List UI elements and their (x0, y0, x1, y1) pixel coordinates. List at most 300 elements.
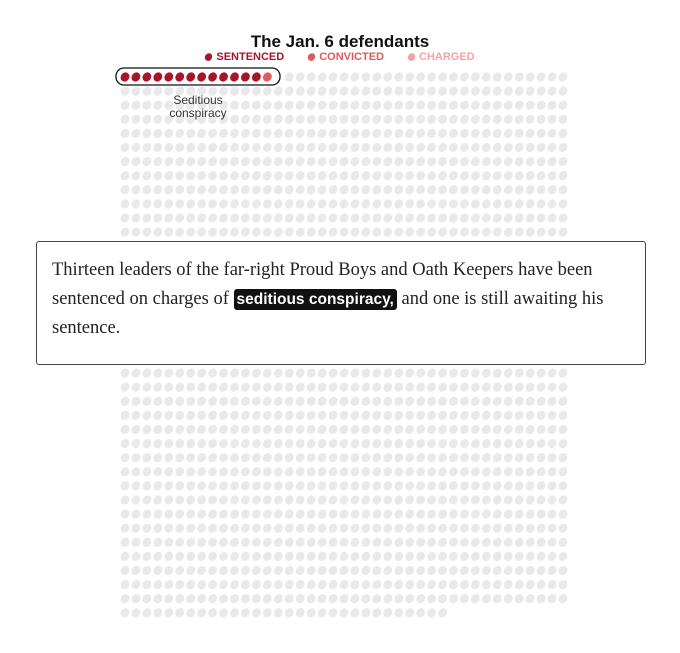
defendant-dot (371, 550, 383, 563)
defendant-dot (338, 437, 350, 450)
defendant-dot (239, 99, 251, 112)
defendant-dot (152, 423, 164, 436)
defendant-dot (272, 395, 284, 408)
defendant-dot (327, 141, 339, 154)
defendant-dot (217, 550, 229, 563)
defendant-dot (491, 395, 503, 408)
defendant-dot (480, 141, 492, 154)
defendant-dot (349, 85, 361, 98)
defendant-dot (141, 183, 153, 196)
defendant-dot (250, 409, 262, 422)
defendant-dot (130, 451, 142, 464)
defendant-dot (535, 451, 547, 464)
defendant-dot (480, 592, 492, 605)
defendant-dot (414, 592, 426, 605)
defendant-dot (206, 169, 218, 182)
defendant-dot (195, 183, 207, 196)
defendant-dot (130, 508, 142, 521)
defendant-dot (349, 381, 361, 394)
defendant-dot (425, 508, 437, 521)
defendant-dot (272, 113, 284, 126)
defendant-dot (327, 536, 339, 549)
defendant-dot (239, 141, 251, 154)
defendant-dot (261, 212, 273, 225)
defendant-dot (152, 212, 164, 225)
defendant-dot (458, 381, 470, 394)
defendant-dot (174, 564, 186, 577)
defendant-dot (272, 226, 284, 239)
defendant-dot (130, 127, 142, 140)
defendant-dot (491, 578, 503, 591)
defendant-dot (283, 381, 295, 394)
defendant-dot (447, 99, 459, 112)
defendant-dot (272, 437, 284, 450)
defendant-dot (535, 550, 547, 563)
defendant-dot (371, 592, 383, 605)
defendant-dot (524, 451, 536, 464)
defendant-dot (546, 85, 558, 98)
defendant-dot (261, 367, 273, 380)
defendant-dot (141, 226, 153, 239)
defendant-dot (195, 367, 207, 380)
defendant-dot (382, 451, 394, 464)
defendant-dot (250, 550, 262, 563)
defendant-dot (349, 494, 361, 507)
defendant-dot (557, 508, 569, 521)
defendant-dot (557, 578, 569, 591)
defendant-dot (195, 592, 207, 605)
defendant-dot (349, 395, 361, 408)
defendant-dot (458, 367, 470, 380)
defendant-dot (206, 212, 218, 225)
defendant-dot (239, 85, 251, 98)
defendant-dot (513, 578, 525, 591)
defendant-dot (458, 522, 470, 535)
defendant-dot (316, 85, 328, 98)
defendant-dot (305, 169, 317, 182)
defendant-dot (141, 606, 153, 619)
defendant-dot (152, 127, 164, 140)
defendant-dot (316, 522, 328, 535)
defendant-dot (404, 99, 416, 112)
defendant-dot (480, 423, 492, 436)
defendant-dot (206, 494, 218, 507)
defendant-dot (152, 198, 164, 211)
defendant-dot (316, 367, 328, 380)
defendant-dot (174, 465, 186, 478)
defendant-dot (239, 494, 251, 507)
defendant-dot (283, 85, 295, 98)
defendant-dot (546, 465, 558, 478)
defendant-dot (261, 183, 273, 196)
defendant-dot (228, 141, 240, 154)
defendant-dot (349, 141, 361, 154)
defendant-dot (458, 127, 470, 140)
defendant-dot (174, 494, 186, 507)
defendant-dot (217, 451, 229, 464)
defendant-dot (447, 212, 459, 225)
defendant-dot (502, 437, 514, 450)
defendant-dot (239, 423, 251, 436)
defendant-dot (163, 169, 175, 182)
defendant-dot (206, 141, 218, 154)
defendant-dot (206, 395, 218, 408)
defendant-dot (447, 522, 459, 535)
defendant-dot (513, 155, 525, 168)
narrative-box (36, 241, 646, 365)
defendant-dot (557, 71, 569, 84)
narrative-highlight: seditious conspiracy, (234, 289, 397, 310)
defendant-dot (371, 451, 383, 464)
defendant-dot (382, 550, 394, 563)
defendant-dot (469, 99, 481, 112)
defendant-dot (119, 437, 131, 450)
defendant-dot (349, 155, 361, 168)
defendant-dot (425, 127, 437, 140)
defendant-dot (261, 141, 273, 154)
defendant-dot (141, 169, 153, 182)
defendant-dot (141, 522, 153, 535)
defendant-dot (185, 592, 197, 605)
defendant-dot (316, 606, 328, 619)
defendant-dot (436, 155, 448, 168)
defendant-dot (185, 465, 197, 478)
defendant-dot (174, 437, 186, 450)
defendant-dot (294, 536, 306, 549)
defendant-dot (119, 606, 131, 619)
defendant-dot (294, 155, 306, 168)
defendant-dot (141, 141, 153, 154)
defendant-dot (425, 226, 437, 239)
defendant-dot (447, 494, 459, 507)
defendant-dot (250, 606, 262, 619)
narrative-text-after: and one is still awaiting his sentence. (52, 289, 604, 338)
defendant-dot (316, 99, 328, 112)
defendant-dot (338, 480, 350, 493)
defendant-dot (491, 127, 503, 140)
defendant-dot (469, 578, 481, 591)
defendant-dot (393, 451, 405, 464)
defendant-dot (524, 522, 536, 535)
defendant-dot (217, 381, 229, 394)
defendant-dot (502, 226, 514, 239)
defendant-dot (458, 451, 470, 464)
defendant-dot (371, 395, 383, 408)
defendant-dot (491, 198, 503, 211)
defendant-dot (382, 522, 394, 535)
defendant-dot (239, 508, 251, 521)
defendant-dot (338, 113, 350, 126)
sentenced-dot (174, 71, 186, 84)
defendant-dot (305, 226, 317, 239)
defendant-dot (250, 480, 262, 493)
defendant-dot (393, 367, 405, 380)
defendant-dot (382, 437, 394, 450)
defendant-dot (393, 169, 405, 182)
defendant-dot (327, 480, 339, 493)
defendant-dot (316, 71, 328, 84)
defendant-dot (513, 522, 525, 535)
defendant-dot (557, 367, 569, 380)
defendant-dot (502, 536, 514, 549)
defendant-dot (436, 465, 448, 478)
defendant-dot (338, 198, 350, 211)
defendant-dot (404, 155, 416, 168)
defendant-dot (360, 169, 372, 182)
defendant-dot (206, 367, 218, 380)
defendant-dot (228, 169, 240, 182)
defendant-dot (414, 522, 426, 535)
defendant-dot (524, 155, 536, 168)
defendant-dot (524, 480, 536, 493)
defendant-dot (338, 564, 350, 577)
defendant-dot (535, 578, 547, 591)
defendant-dot (469, 85, 481, 98)
defendant-dot (535, 141, 547, 154)
defendant-dot (382, 381, 394, 394)
defendant-dot (524, 395, 536, 408)
defendant-dot (163, 437, 175, 450)
defendant-dot (141, 127, 153, 140)
defendant-dot (502, 169, 514, 182)
defendant-dot (163, 451, 175, 464)
defendant-dot (228, 592, 240, 605)
defendant-dot (371, 494, 383, 507)
defendant-dot (250, 451, 262, 464)
defendant-dot (382, 564, 394, 577)
defendant-dot (228, 423, 240, 436)
defendant-dot (283, 536, 295, 549)
defendant-dot (404, 494, 416, 507)
defendant-dot (195, 212, 207, 225)
defendant-dot (327, 592, 339, 605)
defendant-dot (152, 465, 164, 478)
defendant-dot (119, 494, 131, 507)
defendant-dot (119, 381, 131, 394)
defendant-dot (239, 564, 251, 577)
defendant-dot (327, 578, 339, 591)
defendant-dot (469, 564, 481, 577)
defendant-dot (272, 367, 284, 380)
defendant-dot (174, 578, 186, 591)
defendant-dot (436, 226, 448, 239)
defendant-dot (469, 536, 481, 549)
defendant-dot (447, 71, 459, 84)
defendant-dot (141, 550, 153, 563)
defendant-dot (360, 85, 372, 98)
defendant-dot (195, 480, 207, 493)
defendant-dot (349, 465, 361, 478)
defendant-dot (425, 522, 437, 535)
defendant-dot (447, 564, 459, 577)
defendant-dot (316, 169, 328, 182)
defendant-dot (469, 451, 481, 464)
defendant-dot (327, 183, 339, 196)
defendant-dot (491, 141, 503, 154)
defendant-dot (546, 451, 558, 464)
defendant-dot (371, 564, 383, 577)
defendant-dot (206, 550, 218, 563)
defendant-dot (294, 578, 306, 591)
defendant-dot (239, 381, 251, 394)
defendant-dot (382, 494, 394, 507)
defendant-dot (261, 578, 273, 591)
defendant-dot (393, 183, 405, 196)
defendant-dot (316, 564, 328, 577)
defendant-dot (371, 113, 383, 126)
defendant-dot (393, 508, 405, 521)
defendant-dot (414, 508, 426, 521)
defendant-dot (152, 536, 164, 549)
defendant-dot (261, 465, 273, 478)
defendant-dot (349, 183, 361, 196)
defendant-dot (305, 578, 317, 591)
defendant-dot (228, 494, 240, 507)
defendant-dot (119, 169, 131, 182)
defendant-dot (414, 395, 426, 408)
defendant-dot (174, 508, 186, 521)
defendant-dot (371, 183, 383, 196)
defendant-dot (535, 423, 547, 436)
defendant-dot (283, 169, 295, 182)
defendant-dot (338, 141, 350, 154)
defendant-dot (349, 423, 361, 436)
defendant-dot (239, 592, 251, 605)
defendant-dot (524, 141, 536, 154)
defendant-dot (239, 155, 251, 168)
sentenced-dot (239, 71, 251, 84)
defendant-dot (458, 592, 470, 605)
defendant-dot (535, 564, 547, 577)
defendant-dot (425, 564, 437, 577)
defendant-dot (557, 85, 569, 98)
defendant-dot (414, 494, 426, 507)
defendant-dot (458, 71, 470, 84)
defendant-dot (316, 183, 328, 196)
defendant-dot (414, 550, 426, 563)
defendant-dot (228, 578, 240, 591)
defendant-dot (546, 141, 558, 154)
defendant-dot (513, 226, 525, 239)
defendant-dot (447, 465, 459, 478)
defendant-dot (217, 437, 229, 450)
defendant-dot (327, 522, 339, 535)
defendant-dot (316, 578, 328, 591)
defendant-dot (469, 592, 481, 605)
defendant-dot (360, 155, 372, 168)
defendant-dot (305, 367, 317, 380)
defendant-dot (535, 536, 547, 549)
defendant-dot (250, 522, 262, 535)
defendant-dot (404, 409, 416, 422)
defendant-dot (283, 198, 295, 211)
defendant-dot (469, 169, 481, 182)
defendant-dot (535, 494, 547, 507)
defendant-dot (382, 423, 394, 436)
defendant-dot (305, 395, 317, 408)
defendant-dot (425, 494, 437, 507)
defendant-dot (349, 113, 361, 126)
defendant-dot (393, 99, 405, 112)
defendant-dot (119, 226, 131, 239)
defendant-dot (436, 522, 448, 535)
defendant-dot (557, 564, 569, 577)
defendant-dot (524, 578, 536, 591)
defendant-dot (217, 155, 229, 168)
defendant-dot (425, 592, 437, 605)
defendant-dot (535, 522, 547, 535)
defendant-dot (469, 212, 481, 225)
defendant-dot (535, 155, 547, 168)
defendant-dot (535, 592, 547, 605)
defendant-dot (480, 564, 492, 577)
highlighted-dots (119, 71, 274, 84)
defendant-dot (195, 494, 207, 507)
defendant-dot (371, 99, 383, 112)
defendant-dot (119, 536, 131, 549)
defendant-dot (469, 508, 481, 521)
defendant-dot (119, 367, 131, 380)
defendant-dot (163, 606, 175, 619)
defendant-dot (524, 212, 536, 225)
defendant-dot (119, 423, 131, 436)
defendant-dot (371, 71, 383, 84)
defendant-dot (130, 155, 142, 168)
defendant-dot (360, 578, 372, 591)
defendant-dot (338, 592, 350, 605)
defendant-dot (393, 381, 405, 394)
sentenced-dot (119, 71, 131, 84)
defendant-dot (195, 155, 207, 168)
defendant-dot (513, 564, 525, 577)
defendant-dot (469, 367, 481, 380)
defendant-dot (480, 367, 492, 380)
defendant-dot (261, 395, 273, 408)
defendant-dot (436, 127, 448, 140)
defendant-dot (513, 212, 525, 225)
defendant-dot (294, 508, 306, 521)
defendant-dot (404, 212, 416, 225)
defendant-dot (130, 198, 142, 211)
defendant-dot (195, 564, 207, 577)
defendant-dot (469, 155, 481, 168)
defendant-dot (349, 212, 361, 225)
defendant-dot (141, 480, 153, 493)
defendant-dot (239, 536, 251, 549)
defendant-dot (283, 578, 295, 591)
defendant-dot (469, 395, 481, 408)
defendant-dot (163, 226, 175, 239)
defendant-dot (491, 550, 503, 563)
defendant-dot (557, 536, 569, 549)
defendant-dot (174, 395, 186, 408)
defendant-dot (283, 127, 295, 140)
defendant-dot (513, 437, 525, 450)
defendant-dot (425, 367, 437, 380)
defendant-dot (393, 494, 405, 507)
defendant-dot (371, 127, 383, 140)
defendant-dot (436, 169, 448, 182)
defendant-dot (294, 423, 306, 436)
defendant-dot (382, 71, 394, 84)
defendant-dot (393, 606, 405, 619)
defendant-dot (294, 71, 306, 84)
defendant-dot (382, 212, 394, 225)
defendant-dot (283, 409, 295, 422)
defendant-dot (425, 85, 437, 98)
defendant-dot (393, 85, 405, 98)
defendant-dot (228, 606, 240, 619)
